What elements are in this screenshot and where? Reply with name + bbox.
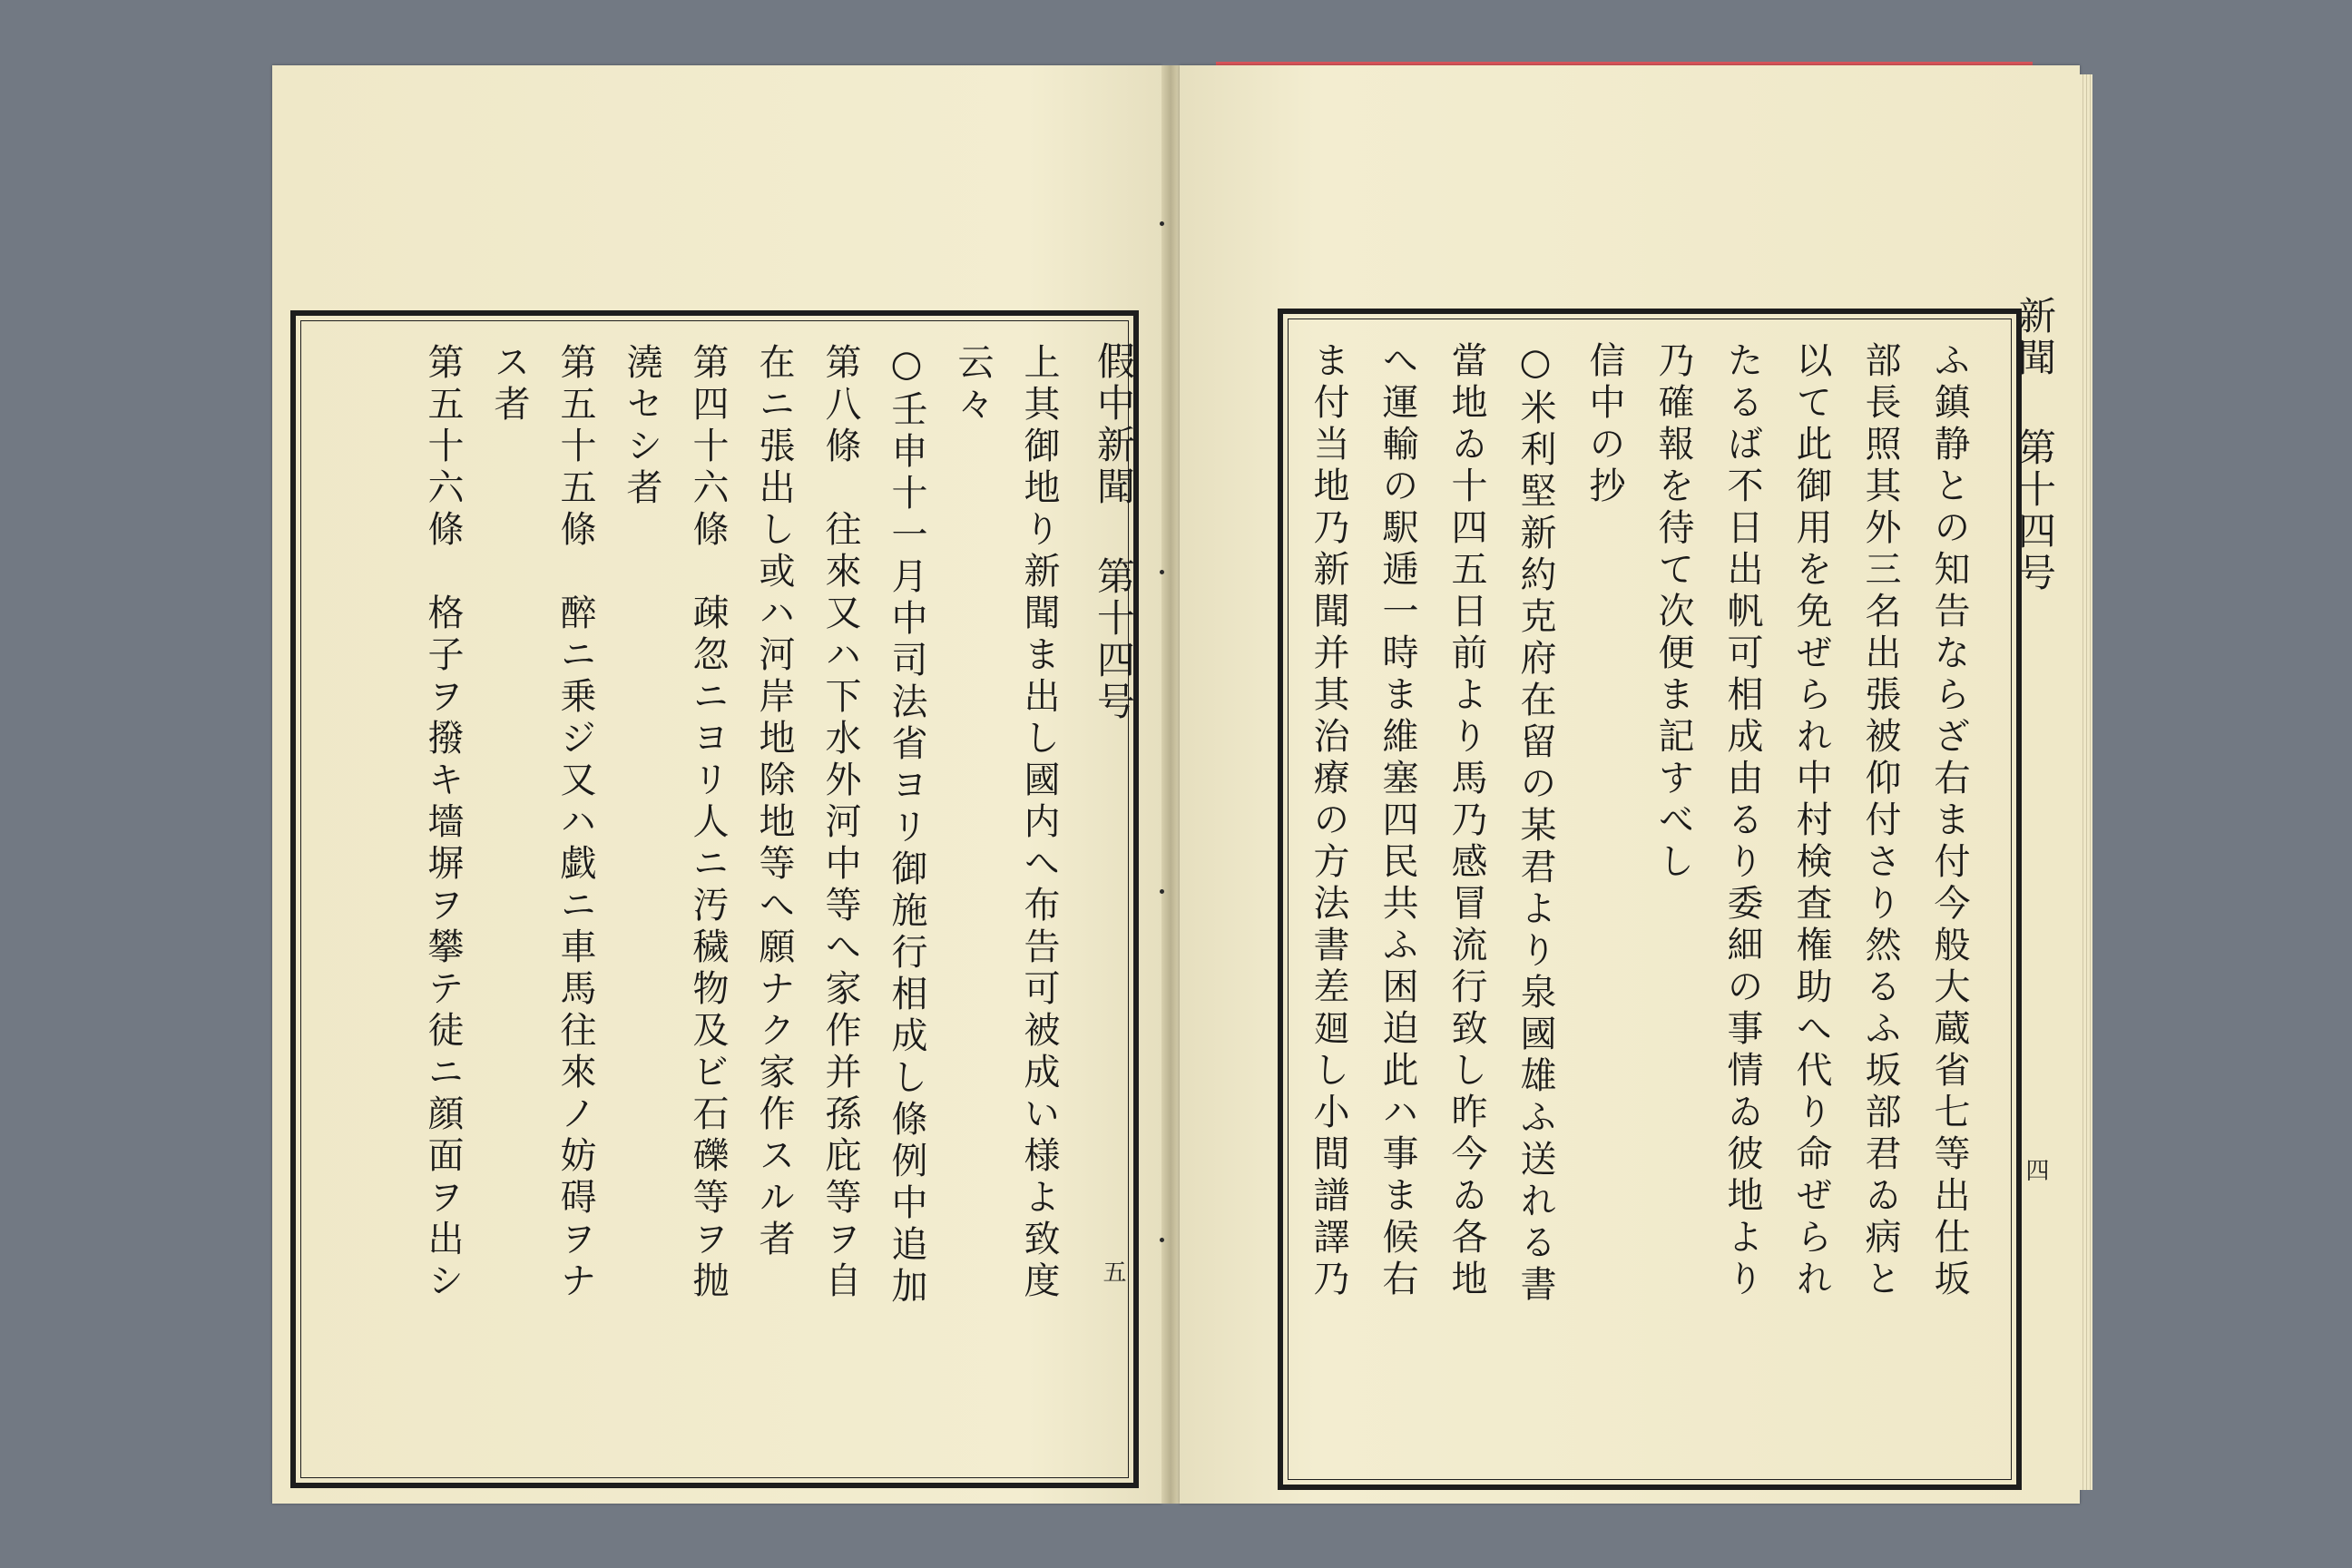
book-spine [1161,65,1180,1504]
page-edge-stack [2080,74,2092,1490]
right-page [1180,65,2080,1504]
right-text-frame [1278,296,2057,1490]
right-column-1: ふ鎮静との知告ならざ右ま付今般大蔵省七等出仕坂 [1928,341,1970,1301]
left-column-2: 云々 [952,343,994,426]
open-book [272,65,2080,1504]
left-column-5: 在ニ張出し或ハ河岸地除地等へ願ナク家作スル者 [753,343,795,1261]
left-text-frame [290,310,1139,1488]
binding-hole [1160,889,1164,894]
right-hashira: 新聞 第十四号 [2013,296,2057,594]
binding-hole [1160,221,1164,226]
right-column-7: ○米利堅新約克府在留の某君より泉國雄ふ送れる書 [1514,341,1556,1307]
right-column-4: たるば不日出帆可相成由るり委細の事情ゐ彼地より [1721,341,1763,1301]
right-column-8: 當地ゐ十四五日前より馬乃感冒流行致し昨今ゐ各地 [1446,341,1487,1301]
left-column-1: 上其御地り新聞ま出し國内へ布告可被成い様よ致度 [1018,343,1060,1303]
right-column-6: 信中の抄 [1583,341,1625,508]
binding-hole [1160,1238,1164,1242]
left-column-10: 第五十六條 格子ヲ撥キ墻塀ヲ攀テ徒ニ顔面ヲ出シ [422,343,464,1303]
left-column-8: 第五十五條 醉ニ乗ジ又ハ戯ニ車馬往來ノ妨碍ヲナ [554,343,596,1303]
right-column-5: 乃確報を待て次便ま記すべし [1652,341,1694,884]
left-column-9: ス者 [488,343,530,426]
right-column-2: 部長照其外三名出張被仰付さり然るふ坂部君ゐ病と [1859,341,1901,1301]
binding-hole [1160,570,1164,574]
right-column-10: ま付当地乃新聞并其治療の方法書差廻し小間譜譯乃 [1308,341,1349,1301]
left-column-3: ○壬申十一月中司法省ヨリ御施行相成し條例中追加 [886,343,927,1308]
right-folio: 四 [2022,1158,2049,1181]
left-column-6: 第四十六條 疎忽ニヨリ人ニ汚穢物及ビ石礫等ヲ抛 [687,343,729,1303]
left-hashira: 假中新聞 第十四号 [1092,341,1136,723]
left-folio: 五 [1099,1259,1126,1283]
right-column-9: へ運輸の駅逓一時ま維塞四民共ふ困迫此ハ事ま候右 [1377,341,1418,1301]
left-column-7: 澆セシ者 [621,343,662,510]
right-column-3: 以て此御用を免ぜられ中村検査権助へ代り命ぜられ [1790,341,1832,1301]
left-column-4: 第八條 往來又ハ下水外河中等へ家作并孫庇等ヲ自 [819,343,861,1303]
left-page [272,65,1161,1504]
